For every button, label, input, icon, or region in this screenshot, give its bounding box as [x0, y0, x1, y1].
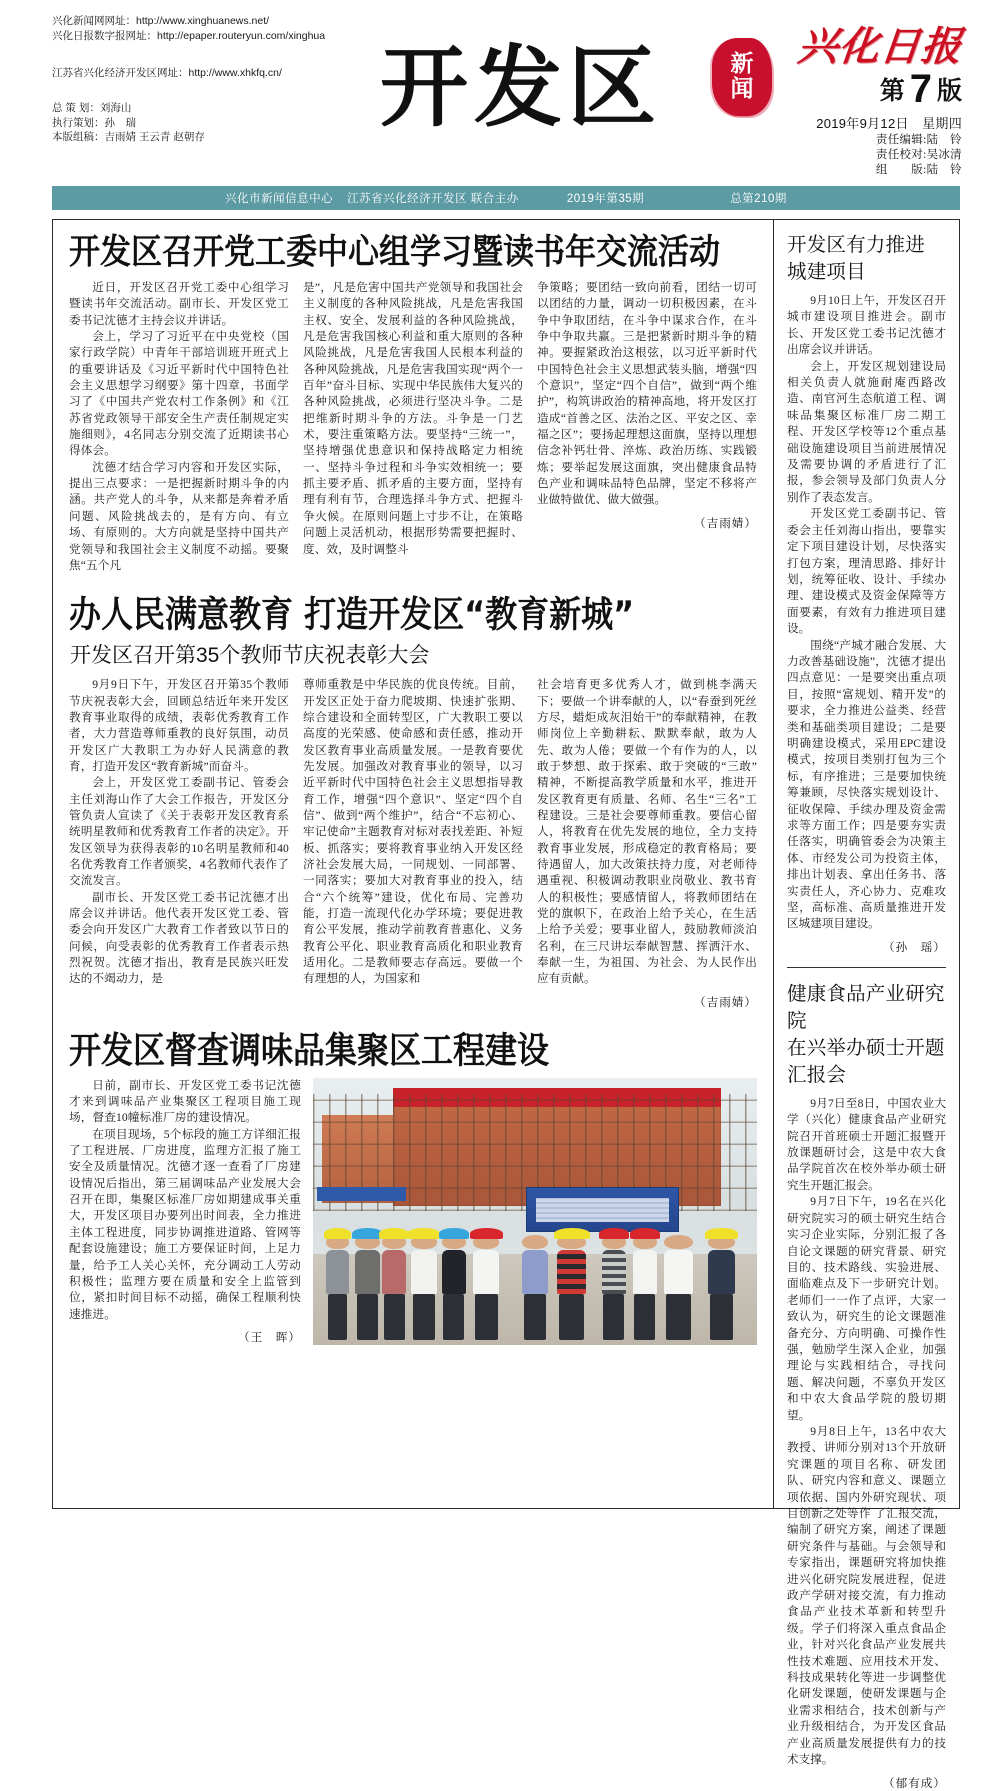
sidebar-story2-headline[interactable]: [787, 981, 946, 1089]
hardhat-icon: [324, 1228, 352, 1239]
photo-person-legs: [328, 1294, 347, 1340]
photo-person-legs: [384, 1294, 405, 1340]
hardhat-icon: [554, 1228, 590, 1239]
article1-byline: （吉雨婧）: [694, 516, 757, 530]
article-party-committee-study: [65, 230, 761, 574]
article2-byline: （吉雨婧）: [694, 995, 757, 1009]
nameplate: [726, 23, 965, 177]
photo-person-head: [708, 1235, 735, 1249]
url-development-zone[interactable]: 江苏省兴化经济开发区网址：http://www.xhkfq.cn/: [52, 67, 282, 79]
edition-prefix: 第: [879, 77, 905, 105]
url-news[interactable]: 兴化新闻网网址：http://www.xinghuanews.net/: [52, 15, 270, 27]
photo-person-body: [473, 1250, 500, 1294]
seal-char-wen: 闻: [730, 76, 754, 102]
sidebar-story1-headline-line1: 开发区有力推进: [787, 234, 925, 256]
photo-person: [602, 1235, 626, 1340]
article2-para-3: 副市长、开发区党工委书记沈德才出席会议并讲话。他代表开发区党工委、管委会向开发区广大教育工作者致以节日的问候，向受表彰的优秀教育工作者表示热烈祝贺。沈德才指出，教育是民族兴旺发达的不竭动力，是: [69, 890, 289, 986]
photo-person-body: [355, 1250, 379, 1294]
photo-person-body: [442, 1250, 466, 1294]
staff-proofreader: 责任校对:吴冰清: [875, 149, 962, 161]
publication-date: 2019年9月12日 星期四: [816, 116, 962, 131]
sidebar-story1-headline[interactable]: [787, 232, 946, 286]
banner-issue-number: 2019年第35期: [566, 193, 645, 205]
edition-number: 7: [909, 67, 932, 111]
hardhat-icon: [630, 1228, 660, 1239]
masthead: [0, 0, 1000, 186]
url-epaper[interactable]: 兴化日报数字报网址：http://epaper.routeryun.com/xinghua: [52, 30, 326, 42]
photo-person-body: [557, 1250, 586, 1294]
photo-person-head: [664, 1235, 693, 1249]
article3-para-2: 在项目现场，5个标段的施工方详细汇报了工程进展、厂房进度，监理方汇报了施工安全及质量情况。沈德才逐一查看了厂房建设情况后指出，第三届调味品产业发展大会召开在即，集聚区标准厂房如期建成事关重大，开发区项目办要列出时间表，全力推进主体工程进度，同步协调推进道路、管网等配套设施建设；施工方要保证时间，上足力量，给予工人关心关怀，充分调动工人劳动积极性；监理方要在质量和安全上监管到位，紧扣时间目标不动摇，确保工程顺利快速推进。: [69, 1127, 301, 1321]
photo-person: [633, 1235, 657, 1340]
photo-person: [326, 1235, 348, 1340]
photo-person: [442, 1235, 466, 1340]
article2-para-1: 9月9日下午，开发区召开第35个教师节庆祝表彰大会，回顾总结近年来开发区教育事业取得的成绩，表彰优秀教育工作者，大力营造尊师重教的良好氛围，动员开发区广大教职工为办好人民满意的教育，打造开发区“教育新城”而奋斗。: [69, 678, 289, 773]
photo-person-body: [633, 1250, 657, 1294]
photo-person: [522, 1235, 549, 1340]
hardhat-icon: [352, 1228, 382, 1239]
photo-person-head: [602, 1235, 626, 1249]
hardhat-icon: [407, 1228, 440, 1239]
article2-subheadline: 开发区召开第35个教师节庆祝表彰大会: [70, 644, 430, 668]
photo-person-head: [382, 1235, 406, 1249]
article1-column-2: [303, 280, 523, 574]
sidebar-story2-para-2: 9月7日下午，19名在兴化研究院实习的硕士研究生结合实习企业实际，分别汇报了各自论文课题的研究背景、研究目的、技术路线、实验进展、面临难点及下一步研究计划。老师们一一作了点评，大家一致认为，研究生的论文课题准备充分、方向明确、可操作性强，勉励学生深入企业，加强理论与实践相结合，寻找问题、解决问题，不辜负开发区和中农大食品学院的殷切期望。: [787, 1195, 946, 1422]
photo-person: [473, 1235, 500, 1340]
article1-para-5: 争策略；要团结一致向前看，团结一切可以团结的力量，调动一切积极因素，在斗争中争取团结，在斗争中谋求合作，在斗争中争取共赢。三是把紧新时期斗争的精神。要握紧政治这根弦，以习近平新时代中国特色社会主义思想武装头脑，增强“四个意识”，坚定“四个自信”，做到“两个维护”，构筑讲政治的精神高地，将开发区打造成“首善之区、法治之区、平安之区、幸福之区”；要扬起理想这面旗，坚持以理想信念补钙壮骨、淬炼、政治历练、实践锻炼；要举起发展这面旗，突出健康食品特色产业和调味品特色品牌，坚定不移将产业做特做优、做大做强。: [537, 281, 757, 507]
article1-headline[interactable]: 开发区召开党工委中心组学习暨读书年交流活动: [69, 232, 720, 273]
photo-site-noticeboard: [526, 1187, 679, 1232]
photo-person-legs: [524, 1294, 547, 1340]
construction-site-photo: [313, 1078, 757, 1345]
photo-person-legs: [443, 1294, 464, 1340]
article3-body: [65, 1078, 761, 1345]
banner-total-issue: 总第210期: [730, 193, 787, 205]
sidebar-story1-para-3: 开发区党工委副书记、管委会主任刘海山指出，要靠实定下项目建设计划，尽快落实打包方案，理清思路、排好计划，统筹征收、设计、手续办理、建设模式及资金保障等方面要素，有效有力推进项目建设。: [787, 507, 946, 636]
photo-person-body: [382, 1250, 406, 1294]
article2-column-1: [69, 677, 289, 1010]
sidebar-story2-headline-line1: 健康食品产业研究院: [787, 982, 945, 1032]
staff-editor: 责任编辑:陆 铃: [875, 134, 962, 146]
article3-text-column: [69, 1078, 301, 1345]
sidebar-article-urban-construction: [787, 232, 946, 955]
photo-person-head: [411, 1235, 438, 1249]
article2-para-4: 尊师重教是中华民族的优良传统。目前，开发区正处于奋力爬坡期、快速扩张期、综合建设和全面转型区，广大教职工要以高度的光荣感、使命感和责任感，推动开发区教育事业高质量发展。一是教育要优先发展。加强改对教育事业的领导，以习近平新时代中国特色社会主义思想指导教育工作，增强“四个意识”、坚定“四个自信”、做到“两个维护”，结合“不忘初心、牢记使命”主题教育对标对表找差距、补短板、抓落实；要将教育事业纳入开发区经济社会发展大局，一同规划、一同部署、一同落实；要加大对教育事业的投入，结合“六个统筹”建设，优化布局、完善功能，打造一流现代化办学环境；要促进教育公平发展，推动学前教育普惠化、义务教育公平化、职业教育高质化和职业教育适用化。二是教师要志存高远。要做一个有理想的人，为国家和: [303, 678, 523, 986]
photo-site-banner: [317, 1187, 406, 1200]
article-seasoning-park-inspection: [65, 1028, 761, 1345]
edition-suffix: 版: [936, 77, 962, 105]
seal-char-xin: 新: [730, 51, 754, 77]
sidebar-story1-para-1: 9月10日上午，开发区召开城市建设项目推进会。副市长、开发区党工委书记沈德才出席会议并讲话。: [787, 294, 946, 357]
article3-byline: （王 晖）: [238, 1330, 301, 1344]
photo-person-body: [326, 1250, 348, 1294]
staff-layout: 组 版:陆 铃: [875, 164, 962, 176]
sidebar-story1-para-4: 围绕“产城才融合发展、大力改善基础设施”，沈德才提出四点意见：一是要突出重点项目，按照“富规划、精开发”的要求，全力推进公益类、经营类和基础类项目建设；二是要明确建设模式，采用EPC建设模式，按项目类别打包为三个标，有序推进；三是要加快统筹兼顾，尽快落实规划设计、征收保障、手续办理及资金需求等方面工作；四是要夯实责任落实，明确管委会为决策主体、市经发公司为投资主体，排出计划表、拿出任务书、落实责任人，齐心协力、克难攻坚，高标准、高质量推进开发区城建项目建设。: [787, 638, 946, 931]
article1-para-1: 近日，开发区召开党工委中心组学习暨读书年交流活动。副市长、开发区党工委书记沈德才主持会议并讲话。: [69, 281, 289, 327]
article2-para-2: 会上，开发区党工委副书记、管委会主任刘海山作了大会工作报告，开发区分管负责人宣读了《关于表彰开发区教育系统明星教师和优秀教育工作者的决定》。开发区领导为获得表彰的10名明星教师和40名优秀教育工作者颁奖，4名教师代表作了交流发言。: [69, 776, 289, 888]
credit-page-editors: 本版组稿：吉雨婧 王云青 赵朝存: [52, 131, 205, 143]
sidebar-column: [774, 220, 959, 1790]
photo-person-head: [522, 1235, 549, 1249]
photo-person-body: [602, 1250, 626, 1294]
paper-name-logo: 兴化日报: [795, 23, 965, 70]
article1-columns: [65, 280, 761, 574]
credit-executive-planner: 执行策划：孙 瑞: [52, 116, 136, 129]
sidebar-article-food-research-institute: [787, 981, 946, 1791]
article1-column-1: [69, 280, 289, 574]
photo-person-head: [326, 1235, 348, 1249]
photo-person-head: [633, 1235, 657, 1249]
sidebar-story1-para-2: 会上，开发区规划建设局相关负责人就施耐庵西路改造、南官河生态航道工程、调味品集聚区标准厂房二期工程、开发区学校等12个重点基础设施建设项目当前进展情况及需要协调的矛盾进行了汇报，参会领导及部门负责人分别作了表态发言。: [787, 359, 946, 504]
photo-person: [411, 1235, 438, 1340]
article1-para-3: 沈德才结合学习内容和开发区实际，提出三点要求：一是把握新时期斗争的内涵。共产党人的斗争，从来都是奔着矛盾问题、风险挑战去的，是有方向、有立场、有原则的。大方向就是坚持中国共产党领导和我国社会主义制度不动摇。要聚焦“五个凡: [69, 460, 289, 572]
page-title: 开发区: [380, 36, 663, 139]
article2-column-3: [537, 677, 757, 1010]
banner-sponsor-1: 兴化市新闻信息中心: [225, 193, 334, 205]
article1-para-4: 是”，凡是危害中国共产党领导和我国社会主义制度的各种风险挑战，凡是危害我国主权、安全、发展利益的各种风险挑战，凡是危害我国核心利益和重大原则的各种风险挑战，凡是危害我国人民根本利益的各种风险挑战，凡是危害我国实现“两个一百年”奋斗目标、实现中华民族伟大复兴的各种风险挑战，必须进行坚决斗争。二是把维新时期斗争的方法。斗争是一门艺术，要注重策略方法。要坚持“三统一”，坚持增强优患意识和保持战略定力相统一、坚持斗争过程和斗争实效相统一；要抓主要矛盾、抓矛盾的主要方面，坚持有理有利有节，合理选择斗争方式、把握斗争火候。在原则问题上寸步不让，在策略问题上灵活机动，根据形势需要把握时、度、效，及时调整斗: [303, 281, 523, 556]
photo-person-legs: [475, 1294, 498, 1340]
edition-line: [726, 67, 962, 111]
sidebar-story1-byline: （孙 瑶）: [883, 940, 946, 954]
article1-column-3: [537, 280, 757, 574]
photo-person: [557, 1235, 586, 1340]
article2-column-2: [303, 677, 523, 1010]
photo-person-legs: [710, 1294, 733, 1340]
photo-person: [664, 1235, 693, 1340]
content-frame: [52, 219, 960, 1790]
credit-chief-planner: 总 策 划：刘海山: [52, 102, 132, 114]
hardhat-icon: [439, 1228, 469, 1239]
hardhat-icon: [379, 1228, 409, 1239]
sidebar-story2-para-3: 9月8日上午，13名中农大教授、讲师分别对13个开放研究课题的项目名称、研发团队、研究内容和意义、课题立项依据、国内外研究现状、项目创新之处等作 了汇报交流，编制了研究方案，阐述了课题研究条件与基础。与会领导和专家指出，课题研究将加快推进兴化研究院发展进程，促进政产学研对接交流，有力推动食品产业技术革新和转型升级。学子们将深入重点食品企业，针对兴化食品产业发展共性技术难题、应用技术开发、科技成果转化等进一步调整优化研发课题，使研发课题与企业需求相结合，技术创新与产业升级相结合，为开发区食品产业高质量发展提供有力的技术支撑。: [787, 1424, 946, 1767]
sponsor-banner: [52, 186, 960, 210]
article3-headline[interactable]: 开发区督查调味品集聚区工程建设: [69, 1028, 550, 1072]
hardhat-icon: [518, 1228, 551, 1239]
photo-person-body: [411, 1250, 438, 1294]
sidebar-story2-byline: （郁有成）: [883, 1776, 946, 1790]
photo-person-legs: [413, 1294, 436, 1340]
sidebar-story2-para-1: 9月7日至8日，中国农业大学（兴化）健康食品产业研究院召开首班硕士开题汇报暨开放课题研讨会，这是中农大食品学院首次在校外举办硕士研究生开题汇报会。: [787, 1096, 946, 1192]
article-teachers-day: [65, 592, 761, 1010]
article1-para-2: 会上，学习了习近平在中央党校（国家行政学院）中青年干部培训班开班式上的重要讲话及《习近平新时代中国特色社会主义思想学习纲要》第十四章，书面学习了《中国共产党农村工作条例》和《江苏省党政领导干部安全生产责任制规定实施细则》，4名同志分别交流了近期读书心得体会。: [69, 330, 289, 458]
hardhat-icon: [660, 1228, 696, 1239]
photo-person-head: [557, 1235, 586, 1249]
banner-sponsor-2: 江苏省兴化经济开发区 联合主办: [347, 193, 519, 205]
photo-person-legs: [666, 1294, 691, 1340]
article2-headline[interactable]: 办人民满意教育 打造开发区“教育新城”: [69, 593, 635, 636]
photo-person: [355, 1235, 379, 1340]
photo-person-body: [522, 1250, 549, 1294]
photo-person-body: [664, 1250, 693, 1294]
article2-para-5: 社会培育更多优秀人才，做到桃李满天下；要做一个讲奉献的人，以“春蚕到死丝方尽，蜡炬成灰泪始干”的奉献精神，在教师岗位上辛勤耕耘、默默奉献，敢为人先、敢为人倦；要做一个有作为的人，以敢于梦想、敢于探索、敢于突破的“三敢”精神，不断提高教学质量和水平，推进开发区教育更有质量、名师、名生“三名”工程建设。三是社会要尊师重教。要信心留人，将教育在优先发展的地位，全力支持教育事业发展，形成稳定的教育格局；要待遇留人，加大改策扶持力度，对老师待遇重视、积极调动教职业岗敬业、教书育人的积极性；要感情留人，将教师团结在党的旗帜下，在政治上给予关心，在生活上给予关爱；要事业留人，鼓励教师淡泊名利，在三尺讲坛奉献智慧、挥洒汗水、奉献一生，为祖国、为社会、为人民作出应有贡献。: [537, 678, 757, 986]
photo-person-legs: [357, 1294, 378, 1340]
sidebar-story2-headline-line2: 在兴举办硕士开题汇报会: [787, 1036, 945, 1086]
photo-person-head: [473, 1235, 500, 1249]
hardhat-icon: [705, 1228, 738, 1239]
hardhat-icon: [470, 1228, 503, 1239]
photo-person-body: [708, 1250, 735, 1294]
hardhat-icon: [599, 1228, 629, 1239]
photo-person: [382, 1235, 406, 1340]
photo-person-head: [355, 1235, 379, 1249]
photo-person-head: [442, 1235, 466, 1249]
article2-columns: [65, 677, 761, 1010]
photo-person-legs: [603, 1294, 624, 1340]
sidebar-story1-headline-line2: 城建项目: [787, 261, 866, 283]
article3-photo-column: [313, 1078, 757, 1345]
main-content-column: [53, 220, 773, 1508]
photo-person-legs: [559, 1294, 584, 1340]
photo-person: [708, 1235, 735, 1340]
sidebar-divider: [787, 967, 946, 968]
photo-person-legs: [634, 1294, 655, 1340]
article3-para-1: 日前，副市长、开发区党工委书记沈德才来到调味品产业集聚区工程项目施工现场，督查10幢标准厂房的建设情况。: [69, 1078, 301, 1125]
